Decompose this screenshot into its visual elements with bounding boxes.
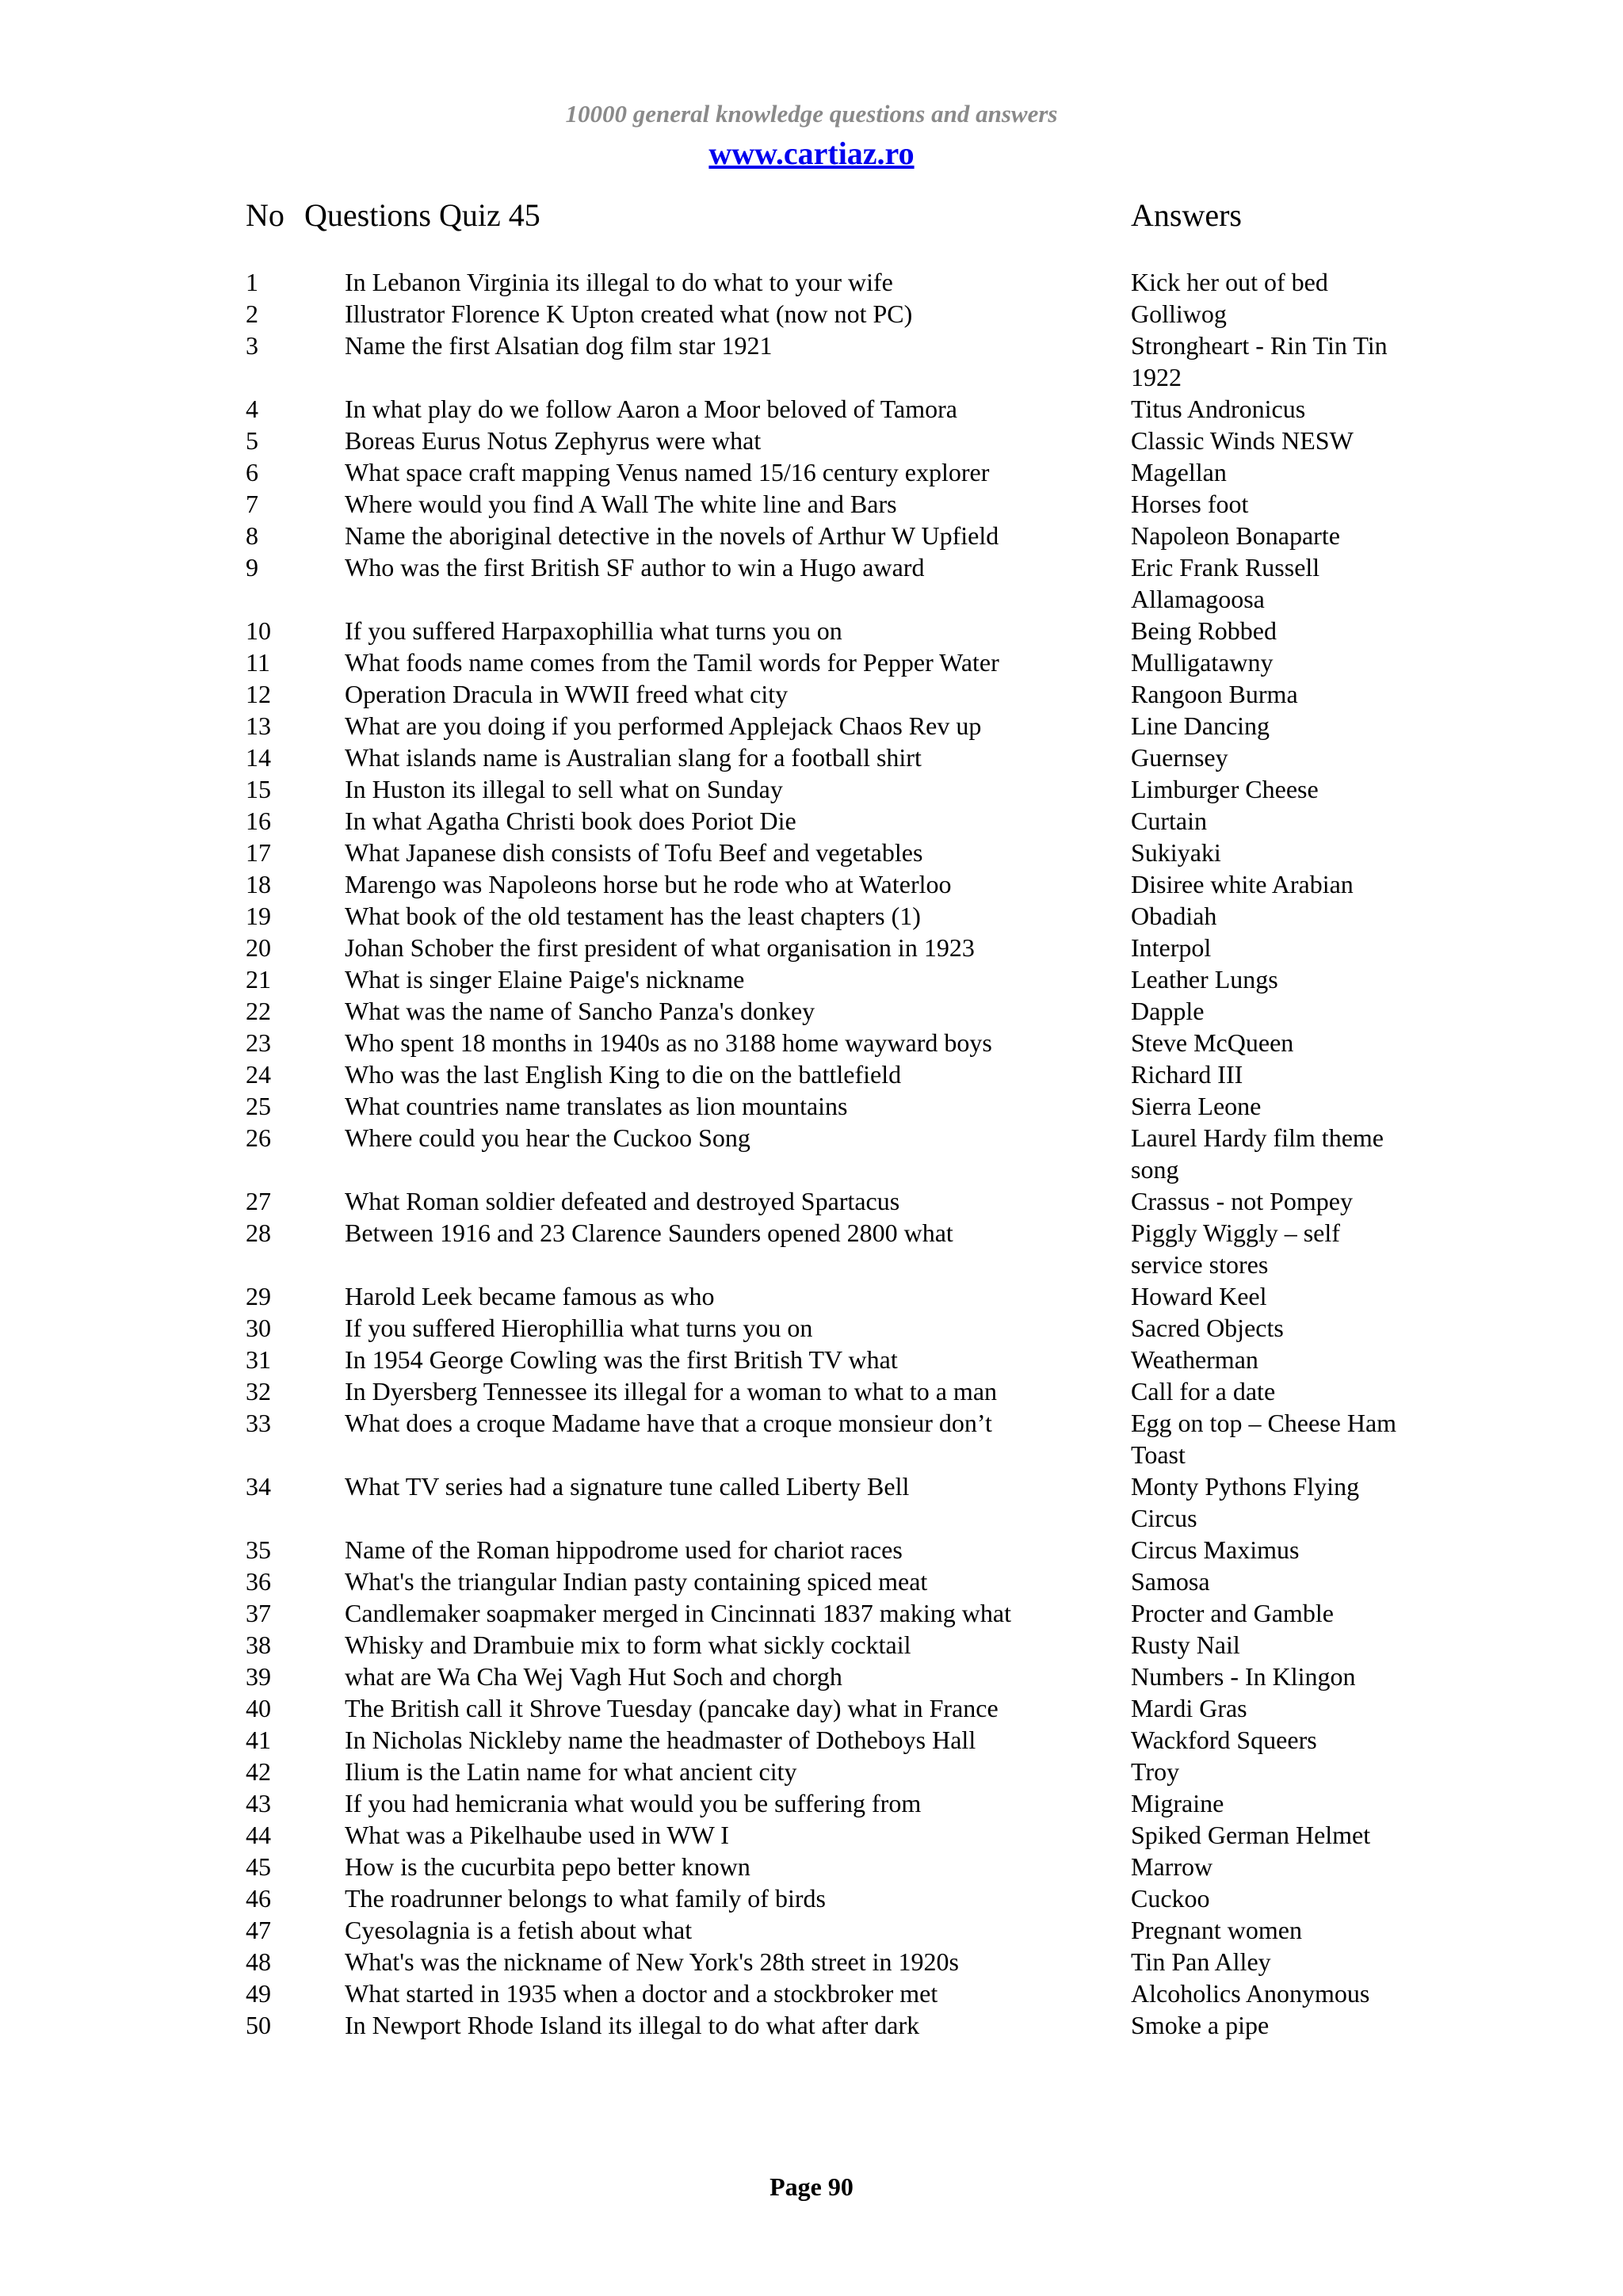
question-number: 17	[246, 838, 271, 867]
question-text: Ilium is the Latin name for what ancient city	[345, 1757, 797, 1786]
question-text: What started in 1935 when a doctor and a stockbroker met	[345, 1979, 938, 2008]
answer-text: Smoke a pipe	[1131, 2011, 1270, 2039]
question-number: 4	[246, 395, 258, 423]
answer-text: Titus Andronicus	[1131, 395, 1306, 423]
answer-text: Samosa	[1131, 1567, 1210, 1596]
question-number: 45	[246, 1852, 271, 1881]
answer-text: Interpol	[1131, 933, 1212, 962]
question-number: 37	[246, 1599, 271, 1627]
question-text: If you suffered Harpaxophillia what turns you on	[345, 616, 842, 645]
question-number: 27	[246, 1187, 271, 1215]
question-text: Name of the Roman hippodrome used for chariot races	[345, 1535, 903, 1564]
question-text: What countries name translates as lion mountains	[345, 1092, 848, 1120]
question-number: 38	[246, 1630, 271, 1659]
answer-text: Migraine	[1131, 1789, 1224, 1817]
table-row	[0, 393, 1623, 425]
question-number: 7	[246, 490, 258, 518]
table-row	[0, 1217, 1623, 1280]
question-text: In 1954 George Cowling was the first British TV what	[345, 1345, 898, 1374]
answer-text: Wackford Squeers	[1131, 1726, 1317, 1754]
answer-text: Sierra Leone	[1131, 1092, 1262, 1120]
table-row	[0, 330, 1623, 393]
question-number: 22	[246, 997, 271, 1025]
question-number: 19	[246, 902, 271, 930]
table-row	[0, 932, 1623, 963]
question-number: 41	[246, 1726, 271, 1754]
answer-text: Marrow	[1131, 1852, 1213, 1881]
answer-text: Laurel Hardy film theme song	[1131, 1123, 1384, 1184]
question-text: In Lebanon Virginia its illegal to do what to your wife	[345, 268, 893, 296]
question-number: 15	[246, 775, 271, 803]
question-text: What does a croque Madame have that a croque monsieur don’t	[345, 1409, 992, 1437]
question-text: What was a Pikelhaube used in WW I	[345, 1821, 729, 1849]
answer-text: Rusty Nail	[1131, 1630, 1240, 1659]
question-number: 3	[246, 331, 258, 360]
page-number: Page 90	[769, 2172, 854, 2201]
answer-text: Guernsey	[1131, 743, 1228, 772]
table-row	[0, 805, 1623, 837]
question-text: What TV series had a signature tune called Liberty Bell	[345, 1472, 910, 1501]
table-row	[0, 1597, 1623, 1629]
question-number: 49	[246, 1979, 271, 2008]
table-row	[0, 1090, 1623, 1122]
question-text: Marengo was Napoleons horse but he rode who at Waterloo	[345, 870, 952, 898]
answer-text: Howard Keel	[1131, 1282, 1267, 1310]
answer-text: Piggly Wiggly – self service stores	[1131, 1219, 1340, 1279]
answer-text: Dapple	[1131, 997, 1205, 1025]
question-text: Name the aboriginal detective in the novels of Arthur W Upfield	[345, 521, 999, 550]
question-text: What foods name comes from the Tamil words for Pepper Water	[345, 648, 999, 677]
answer-text: Weatherman	[1131, 1345, 1258, 1374]
column-header-no: No	[246, 197, 285, 233]
answer-text: Tin Pan Alley	[1131, 1947, 1271, 1976]
answer-text: Being Robbed	[1131, 616, 1277, 645]
table-row	[0, 298, 1623, 330]
table-row	[0, 520, 1623, 551]
question-text: In Huston its illegal to sell what on Sunday	[345, 775, 783, 803]
question-text: Who was the first British SF author to win a Hugo award	[345, 553, 925, 582]
table-row	[0, 1375, 1623, 1407]
question-text: What book of the old testament has the least chapters (1)	[345, 902, 921, 930]
answer-text: Alcoholics Anonymous	[1131, 1979, 1370, 2008]
question-text: what are Wa Cha Wej Vagh Hut Soch and chorgh	[345, 1662, 842, 1691]
question-text: In what Agatha Christi book does Poriot Die	[345, 807, 796, 835]
table-row	[0, 1724, 1623, 1756]
question-text: What is singer Elaine Paige's nickname	[345, 965, 745, 994]
column-header-answers: Answers	[1131, 197, 1242, 233]
question-number: 33	[246, 1409, 271, 1437]
question-number: 34	[246, 1472, 271, 1501]
table-row	[0, 1756, 1623, 1787]
question-text: In Dyersberg Tennessee its illegal for a woman to what to a man	[345, 1377, 998, 1405]
answer-text: Line Dancing	[1131, 711, 1270, 740]
answer-text: Egg on top – Cheese Ham Toast	[1131, 1409, 1397, 1469]
question-number: 13	[246, 711, 271, 740]
question-text: What Japanese dish consists of Tofu Beef and vegetables	[345, 838, 923, 867]
answer-text: Procter and Gamble	[1131, 1599, 1334, 1627]
table-row	[0, 995, 1623, 1027]
question-number: 24	[246, 1060, 271, 1089]
question-text: The roadrunner belongs to what family of birds	[345, 1884, 826, 1913]
question-text: Harold Leek became famous as who	[345, 1282, 715, 1310]
table-row	[0, 1566, 1623, 1597]
question-number: 9	[246, 553, 258, 582]
question-number: 20	[246, 933, 271, 962]
question-text: What Roman soldier defeated and destroyed Spartacus	[345, 1187, 900, 1215]
table-row	[0, 1407, 1623, 1470]
table-row	[0, 1914, 1623, 1946]
answer-text: Curtain	[1131, 807, 1207, 835]
question-number: 32	[246, 1377, 271, 1405]
question-number: 11	[246, 648, 270, 677]
answer-text: Leather Lungs	[1131, 965, 1278, 994]
answer-text: Call for a date	[1131, 1377, 1276, 1405]
table-row	[0, 1661, 1623, 1692]
question-text: Where would you find A Wall The white line and Bars	[345, 490, 897, 518]
answer-text: Strongheart - Rin Tin Tin 1922	[1131, 331, 1388, 391]
question-number: 5	[246, 426, 258, 455]
question-text: What's was the nickname of New York's 28th street in 1920s	[345, 1947, 959, 1976]
question-number: 8	[246, 521, 258, 550]
question-text: If you had hemicrania what would you be suffering from	[345, 1789, 922, 1817]
question-number: 50	[246, 2011, 271, 2039]
table-row	[0, 1185, 1623, 1217]
question-number: 26	[246, 1123, 271, 1152]
table-row	[0, 742, 1623, 773]
question-number: 36	[246, 1567, 271, 1596]
question-text: Boreas Eurus Notus Zephyrus were what	[345, 426, 762, 455]
column-header-questions: Questions Quiz 45	[304, 197, 540, 233]
answer-text: Crassus - not Pompey	[1131, 1187, 1353, 1215]
table-row	[0, 868, 1623, 900]
question-number: 31	[246, 1345, 271, 1374]
question-text: Candlemaker soapmaker merged in Cincinnati 1837 making what	[345, 1599, 1011, 1627]
question-number: 2	[246, 299, 258, 328]
question-text: What are you doing if you performed Applejack Chaos Rev up	[345, 711, 982, 740]
question-text: The British call it Shrove Tuesday (pancake day) what in France	[345, 1694, 999, 1722]
table-row	[0, 1946, 1623, 1978]
table-row	[0, 963, 1623, 995]
table-row	[0, 710, 1623, 742]
question-number: 16	[246, 807, 271, 835]
answer-text: Golliwog	[1131, 299, 1227, 328]
answer-text: Rangoon Burma	[1131, 680, 1298, 708]
answer-text: Circus Maximus	[1131, 1535, 1300, 1564]
question-number: 46	[246, 1884, 271, 1913]
table-row	[0, 678, 1623, 710]
table-row	[0, 1534, 1623, 1566]
answer-text: Obadiah	[1131, 902, 1217, 930]
table-row	[0, 1280, 1623, 1312]
question-number: 47	[246, 1916, 271, 1944]
question-number: 42	[246, 1757, 271, 1786]
question-text: Johan Schober the first president of what organisation in 1923	[345, 933, 975, 962]
question-number: 39	[246, 1662, 271, 1691]
question-text: What space craft mapping Venus named 15/16 century explorer	[345, 458, 990, 486]
answer-text: Mardi Gras	[1131, 1694, 1247, 1722]
table-row	[0, 266, 1623, 298]
question-number: 14	[246, 743, 271, 772]
document-subtitle: 10000 general knowledge questions and answers	[565, 100, 1058, 128]
table-row	[0, 1027, 1623, 1058]
question-text: In Newport Rhode Island its illegal to do what after dark	[345, 2011, 920, 2039]
question-text: If you suffered Hierophillia what turns you on	[345, 1314, 813, 1342]
table-row	[0, 1882, 1623, 1914]
table-row	[0, 615, 1623, 646]
website-link[interactable]: www.cartiaz.ro	[708, 135, 915, 171]
question-number: 40	[246, 1694, 271, 1722]
question-text: Illustrator Florence K Upton created what (now not PC)	[345, 299, 913, 328]
answer-text: Richard III	[1131, 1060, 1243, 1089]
table-row	[0, 456, 1623, 488]
answer-text: Disiree white Arabian	[1131, 870, 1354, 898]
question-text: In Nicholas Nickleby name the headmaster of Dotheboys Hall	[345, 1726, 976, 1754]
answer-text: Mulligatawny	[1131, 648, 1274, 677]
question-number: 35	[246, 1535, 271, 1564]
question-text: In what play do we follow Aaron a Moor beloved of Tamora	[345, 395, 957, 423]
question-number: 1	[246, 268, 258, 296]
question-text: Who spent 18 months in 1940s as no 3188 home wayward boys	[345, 1028, 992, 1057]
table-row	[0, 1819, 1623, 1851]
answer-text: Steve McQueen	[1131, 1028, 1294, 1057]
table-row	[0, 1692, 1623, 1724]
table-row	[0, 488, 1623, 520]
answer-text: Pregnant women	[1131, 1916, 1302, 1944]
question-text: What was the name of Sancho Panza's donkey	[345, 997, 815, 1025]
answer-text: Troy	[1131, 1757, 1180, 1786]
question-number: 10	[246, 616, 271, 645]
table-row	[0, 1312, 1623, 1344]
table-row	[0, 551, 1623, 615]
table-row	[0, 1470, 1623, 1534]
table-row	[0, 1122, 1623, 1185]
question-text: How is the cucurbita pepo better known	[345, 1852, 750, 1881]
answer-text: Spiked German Helmet	[1131, 1821, 1371, 1849]
question-text: Whisky and Drambuie mix to form what sickly cocktail	[345, 1630, 911, 1659]
question-text: Where could you hear the Cuckoo Song	[345, 1123, 750, 1152]
table-row	[0, 1629, 1623, 1661]
question-text: Operation Dracula in WWII freed what city	[345, 680, 789, 708]
answer-text: Limburger Cheese	[1131, 775, 1319, 803]
table-row	[0, 1344, 1623, 1375]
answer-text: Sukiyaki	[1131, 838, 1221, 867]
question-number: 43	[246, 1789, 271, 1817]
answer-text: Horses foot	[1131, 490, 1249, 518]
question-text: Name the first Alsatian dog film star 1921	[345, 331, 773, 360]
answer-text: Classic Winds NESW	[1131, 426, 1354, 455]
table-row	[0, 773, 1623, 805]
answer-text: Eric Frank Russell Allamagoosa	[1131, 553, 1320, 613]
question-text: What islands name is Australian slang for a football shirt	[345, 743, 922, 772]
table-row	[0, 2009, 1623, 2041]
question-number: 12	[246, 680, 271, 708]
question-number: 18	[246, 870, 271, 898]
answer-text: Kick her out of bed	[1131, 268, 1328, 296]
answer-text: Cuckoo	[1131, 1884, 1210, 1913]
question-text: Who was the last English King to die on the battlefield	[345, 1060, 902, 1089]
table-row	[0, 900, 1623, 932]
question-number: 21	[246, 965, 271, 994]
question-number: 6	[246, 458, 258, 486]
question-text: Cyesolagnia is a fetish about what	[345, 1916, 693, 1944]
question-number: 48	[246, 1947, 271, 1976]
question-text: Between 1916 and 23 Clarence Saunders opened 2800 what	[345, 1219, 953, 1247]
quiz-table	[0, 266, 1623, 2041]
question-number: 30	[246, 1314, 271, 1342]
question-number: 23	[246, 1028, 271, 1057]
table-row	[0, 425, 1623, 456]
table-row	[0, 646, 1623, 678]
answer-text: Napoleon Bonaparte	[1131, 521, 1340, 550]
answer-text: Sacred Objects	[1131, 1314, 1284, 1342]
table-row	[0, 1851, 1623, 1882]
question-number: 28	[246, 1219, 271, 1247]
question-number: 29	[246, 1282, 271, 1310]
question-text: What's the triangular Indian pasty containing spiced meat	[345, 1567, 928, 1596]
answer-text: Numbers - In Klingon	[1131, 1662, 1356, 1691]
table-row	[0, 1787, 1623, 1819]
table-row	[0, 1978, 1623, 2009]
question-number: 44	[246, 1821, 271, 1849]
answer-text: Monty Pythons Flying Circus	[1131, 1472, 1360, 1532]
table-row	[0, 837, 1623, 868]
answer-text: Magellan	[1131, 458, 1227, 486]
table-row	[0, 1058, 1623, 1090]
question-number: 25	[246, 1092, 271, 1120]
